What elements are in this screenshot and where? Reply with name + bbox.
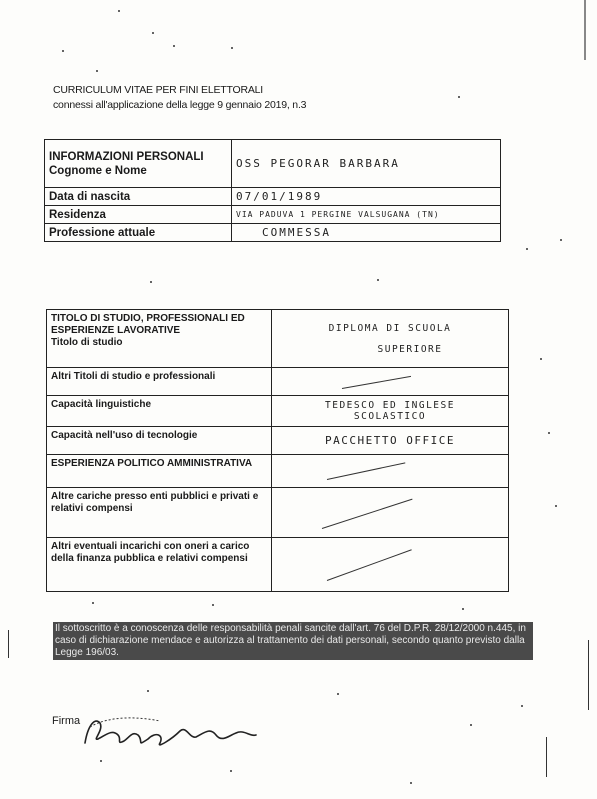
scan-streak [588, 640, 589, 710]
other-roles-value [272, 488, 509, 538]
languages-value-line1: TEDESCO ED INGLESE [325, 400, 455, 411]
political-label: ESPERIENZA POLITICO AMMINISTRATIVA [47, 455, 272, 488]
scan-speck [230, 770, 232, 772]
table-row [45, 188, 501, 206]
study-title-value-line2: SUPERIORE [377, 343, 443, 355]
document-subtitle: connessi all'applicazione della legge 9 gennaio 2019, n.3 [53, 99, 307, 111]
languages-value-line2: SCOLASTICO [353, 411, 427, 422]
scan-speck [212, 604, 214, 606]
birth-value: 07/01/1989 [232, 188, 501, 206]
scan-speck [377, 279, 379, 281]
scan-streak [8, 630, 9, 658]
other-titles-value [272, 368, 509, 396]
scan-speck [337, 693, 339, 695]
political-value [272, 455, 509, 488]
study-title-field-label: Titolo di studio [51, 337, 123, 348]
scan-speck [118, 10, 120, 12]
other-roles-label: Altre cariche presso enti pubblici e privati e relativi compensi [47, 488, 272, 538]
scan-edge-mark [584, 0, 586, 60]
residence-label: Residenza [45, 206, 232, 224]
table-row [45, 140, 501, 188]
scan-speck [100, 760, 102, 762]
scan-speck [410, 782, 412, 784]
table-row [47, 368, 509, 396]
empty-field-slash [322, 499, 413, 529]
languages-label: Capacità linguistiche [47, 396, 272, 427]
scan-speck [458, 96, 460, 98]
name-value: OSS PEGORAR BARBARA [232, 140, 501, 188]
personal-info-table [44, 139, 501, 242]
empty-field-slash [327, 549, 412, 581]
scan-speck [560, 239, 562, 241]
study-experience-table [46, 309, 509, 592]
empty-field-slash [342, 376, 411, 389]
table-row [45, 224, 501, 242]
study-section-title: TITOLO DI STUDIO, PROFESSIONALI ED [51, 313, 245, 324]
table-row [47, 488, 509, 538]
scan-streak [546, 737, 547, 777]
handwritten-signature [60, 705, 270, 755]
study-section-subtitle: ESPERIENZE LAVORATIVE [51, 325, 181, 336]
birth-label: Data di nascita [45, 188, 232, 206]
study-title-value [272, 310, 509, 368]
scan-speck [147, 690, 149, 692]
scan-speck [62, 50, 64, 52]
signature-label: Firma [52, 715, 81, 727]
profession-value: COMMESSA [232, 224, 501, 242]
table-row [47, 538, 509, 592]
scan-speck [231, 47, 233, 49]
scan-speck [470, 724, 472, 726]
table-row [47, 310, 509, 368]
other-titles-label: Altri Titoli di studio e professionali [47, 368, 272, 396]
name-label: Cognome e Nome [49, 164, 147, 177]
other-assignments-value [272, 538, 509, 592]
document-title: CURRICULUM VITAE PER FINI ELETTORALI [53, 84, 264, 96]
scan-speck [96, 70, 98, 72]
scan-speck [521, 705, 523, 707]
empty-field-slash [327, 462, 405, 480]
profession-label: Professione attuale [45, 224, 232, 242]
scan-speck [540, 358, 542, 360]
other-assignments-label: Altri eventuali incarichi con oneri a carico della finanza pubblica e relativi compensi [47, 538, 272, 592]
tech-value: PACCHETTO OFFICE [272, 427, 509, 455]
table-row [47, 427, 509, 455]
scan-speck [555, 505, 557, 507]
scan-speck [548, 432, 550, 434]
tech-label: Capacità nell'uso di tecnologie [47, 427, 272, 455]
languages-value [272, 396, 509, 427]
table-row [47, 396, 509, 427]
table-row [47, 455, 509, 488]
scan-speck [526, 248, 528, 250]
scan-speck [92, 602, 94, 604]
study-title-label [47, 310, 272, 368]
study-title-value-line1: DIPLOMA DI SCUOLA [328, 322, 452, 334]
scan-speck [462, 608, 464, 610]
personal-section-title: INFORMAZIONI PERSONALI [49, 150, 204, 163]
legal-declaration: Il sottoscritto è a conoscenza delle responsabilità penali sancite dall'art. 76 del D.P.R. 28/12/2000 n.445, in caso di dichiarazione mendace e autorizza al trattamento dei dati personali, secondo quanto previsto dalla Legge 196/03. [53, 622, 533, 660]
table-row [45, 206, 501, 224]
residence-value: VIA PADUVA 1 PERGINE VALSUGANA (TN) [232, 206, 501, 224]
name-label-cell [45, 140, 232, 188]
scan-speck [150, 281, 152, 283]
scan-speck [173, 45, 175, 47]
scan-speck [152, 32, 154, 34]
